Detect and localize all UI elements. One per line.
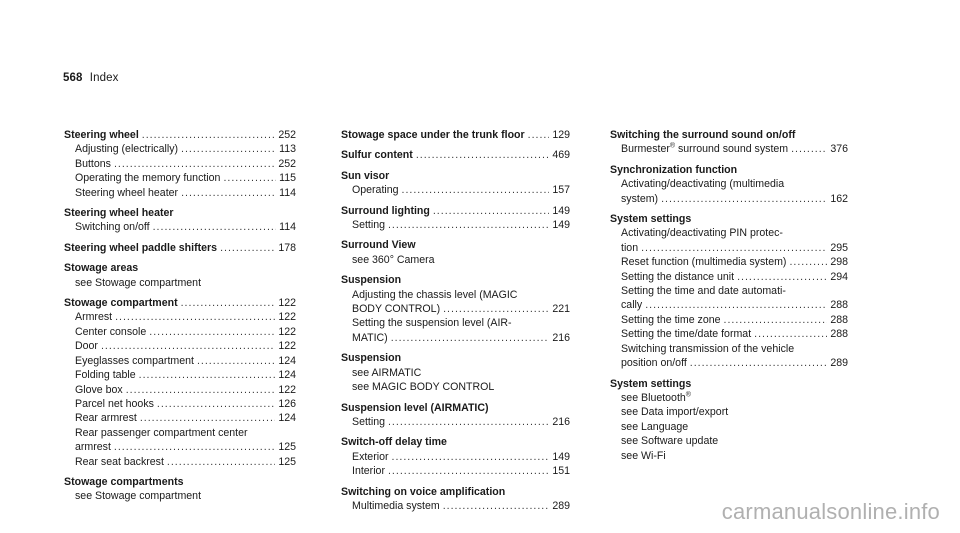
index-heading-row — [64, 296, 296, 310]
dot-leader — [724, 313, 828, 327]
index-heading-row — [64, 241, 296, 255]
subentry-text: Activating/deactivating (multimedia — [621, 178, 785, 191]
dot-leader — [153, 220, 277, 234]
page-reference: 122 — [278, 340, 296, 353]
page-reference: 289 — [552, 499, 570, 512]
index-subentry-row — [64, 325, 296, 339]
subentry-text: Rear passenger compartment center — [75, 426, 248, 439]
dot-leader — [443, 302, 549, 316]
subentry-text-group — [621, 298, 642, 312]
registered-mark: ® — [669, 142, 676, 150]
index-heading: Synchronization function — [610, 163, 738, 176]
index-heading-row — [341, 273, 570, 287]
dot-leader — [139, 368, 276, 382]
index-heading: Suspension — [341, 352, 402, 365]
index-heading: Stowage space under the trunk floor — [341, 129, 525, 141]
index-subentry-row — [64, 397, 296, 411]
page-reference: 122 — [278, 297, 296, 310]
page-reference: 149 — [552, 219, 570, 232]
subentry-text: see Software update — [621, 435, 719, 448]
index-heading-row — [341, 401, 570, 415]
subentry-text-group — [352, 253, 435, 267]
dot-leader — [645, 298, 827, 312]
dot-leader — [661, 192, 827, 206]
subentry-text-group — [75, 220, 150, 234]
index-subentry-row — [64, 171, 296, 185]
index-heading-row — [341, 485, 570, 499]
subentry-text-group — [75, 383, 123, 397]
index-subentry-row — [610, 342, 848, 356]
index-heading: System settings — [610, 213, 692, 226]
index-subentry-row — [610, 298, 848, 312]
index-heading: Suspension level (AIRMATIC) — [341, 401, 489, 414]
page-reference: 122 — [278, 383, 296, 396]
index-subentry-row — [610, 192, 848, 206]
index-subentry-row — [610, 284, 848, 298]
page-reference: 124 — [278, 412, 296, 425]
dot-leader — [115, 310, 275, 324]
dot-leader — [167, 455, 275, 469]
index-subentry-row — [64, 339, 296, 353]
subentry-text: BODY CONTROL) — [352, 303, 441, 316]
subentry-text: see Wi-Fi — [621, 449, 666, 462]
page-reference: 216 — [552, 415, 570, 428]
index-entry — [64, 206, 296, 235]
index-subentry-row — [341, 380, 570, 394]
index-entry — [610, 163, 848, 206]
page-reference: 298 — [830, 256, 848, 269]
subentry-text-group — [352, 316, 512, 330]
subentry-text-continued: surround sound system — [675, 143, 789, 156]
index-heading: Steering wheel heater — [64, 207, 174, 220]
subentry-text: Setting — [352, 219, 385, 232]
index-subentry-row — [610, 434, 848, 448]
dot-leader — [126, 383, 276, 397]
dot-leader — [416, 148, 550, 162]
index-subentry-row — [610, 327, 848, 341]
subentry-text: see AIRMATIC — [352, 366, 422, 379]
index-subentry-row — [341, 464, 570, 478]
subentry-text-group — [352, 450, 389, 464]
index-subentry-row — [610, 270, 848, 284]
page-title: Index — [89, 72, 119, 84]
index-subentry-row — [64, 368, 296, 382]
subentry-text-group — [352, 380, 494, 394]
dot-leader — [392, 450, 550, 464]
subentry-text: tion — [621, 241, 639, 254]
index-entry — [341, 435, 570, 478]
subentry-text-group — [621, 356, 687, 370]
subentry-text: Eyeglasses compartment — [75, 354, 194, 367]
index-heading-row — [64, 128, 296, 142]
dot-leader — [157, 397, 275, 411]
dot-leader — [181, 186, 276, 200]
dot-leader — [789, 255, 827, 269]
index-subentry-row — [341, 366, 570, 380]
index-entry — [610, 128, 848, 157]
subentry-text-group — [352, 331, 388, 345]
index-subentry-row — [341, 316, 570, 330]
index-entry — [341, 148, 570, 162]
page-reference: 294 — [830, 270, 848, 283]
index-subentry-row — [64, 354, 296, 368]
subentry-text-group — [75, 276, 201, 290]
dot-leader — [114, 157, 275, 171]
index-heading-row — [610, 128, 848, 142]
subentry-text: Glove box — [75, 383, 123, 396]
index-subentry-row — [341, 302, 570, 316]
index-heading: Stowage areas — [64, 262, 139, 275]
subentry-text: Adjusting (electrically) — [75, 143, 179, 156]
subentry-text: Adjusting the chassis level (MAGIC — [352, 288, 518, 301]
dot-leader — [391, 331, 550, 345]
index-subentry-row — [64, 383, 296, 397]
dot-leader — [149, 325, 275, 339]
subentry-text: Interior — [352, 465, 385, 478]
dot-leader — [220, 241, 275, 255]
registered-mark: ® — [685, 391, 691, 399]
index-heading-row — [610, 163, 848, 177]
page-reference: 295 — [830, 241, 848, 254]
subentry-text: armrest — [75, 441, 111, 454]
index-subentry-row — [64, 455, 296, 469]
page-reference: 149 — [552, 204, 570, 217]
index-heading: Switch-off delay time — [341, 436, 447, 449]
index-subentry-row — [64, 310, 296, 324]
index-subentry-row — [64, 411, 296, 425]
subentry-text: Armrest — [75, 311, 113, 324]
subentry-text-group — [75, 397, 154, 411]
page-reference: 252 — [278, 129, 296, 141]
subentry-text: Activating/deactivating PIN protec- — [621, 227, 783, 240]
dot-leader — [737, 270, 827, 284]
subentry-text-group — [621, 405, 728, 419]
subentry-text-group — [621, 313, 721, 327]
index-heading-row — [610, 377, 848, 391]
subentry-text: see Data import/export — [621, 406, 729, 419]
watermark: carmanualsonline.info — [721, 499, 940, 524]
page-reference: 178 — [278, 241, 296, 254]
subentry-text: Burmester — [621, 143, 670, 156]
subentry-text-group — [621, 434, 718, 448]
subentry-text: Steering wheel heater — [75, 186, 179, 199]
subentry-text-group — [75, 325, 146, 339]
subentry-text: position on/off — [621, 357, 687, 370]
subentry-text: cally — [621, 299, 643, 312]
dot-leader — [690, 356, 828, 370]
subentry-text: Center console — [75, 325, 147, 338]
subentry-text-group — [75, 426, 248, 440]
subentry-text: Folding table — [75, 369, 136, 382]
page-reference: 376 — [830, 143, 848, 156]
subentry-text-group — [352, 218, 385, 232]
index-heading-row — [341, 148, 570, 162]
subentry-text-group — [352, 415, 385, 429]
subentry-text: see MAGIC BODY CONTROL — [352, 381, 495, 394]
dot-leader — [641, 241, 827, 255]
index-entry — [64, 128, 296, 200]
page-reference: 289 — [830, 357, 848, 370]
index-subentry-row — [610, 255, 848, 269]
index-heading: Stowage compartment — [64, 297, 178, 310]
subentry-text: system) — [621, 192, 659, 205]
subentry-text-group — [75, 339, 98, 353]
index-subentry-row — [610, 226, 848, 240]
subentry-text-group — [621, 284, 786, 298]
index-entry — [64, 241, 296, 255]
page-header — [63, 72, 118, 84]
page-reference: 149 — [552, 450, 570, 463]
index-heading: Surround View — [341, 239, 416, 252]
subentry-text: Reset function (multimedia system) — [621, 256, 787, 269]
subentry-text: Setting the time/date format — [621, 328, 752, 341]
index-heading-row — [341, 128, 570, 142]
index-entry — [610, 377, 848, 463]
dot-leader — [443, 499, 550, 513]
index-heading-row — [64, 475, 296, 489]
index-subentry-row — [341, 288, 570, 302]
subentry-text: Operating the memory function — [75, 172, 221, 185]
dot-leader — [388, 415, 549, 429]
index-heading: Switching on voice amplification — [341, 485, 506, 498]
index-heading-row — [341, 435, 570, 449]
subentry-text: Setting the time zone — [621, 313, 721, 326]
page-reference: 113 — [279, 143, 296, 156]
index-entry — [341, 204, 570, 233]
subentry-text-group — [75, 171, 220, 185]
subentry-text: Switching on/off — [75, 221, 150, 234]
dot-leader — [402, 183, 550, 197]
index-subentry-row — [610, 420, 848, 434]
subentry-text: Multimedia system — [352, 499, 440, 512]
index-heading: Steering wheel paddle shifters — [64, 241, 218, 254]
subentry-text-group — [75, 354, 194, 368]
index-heading-row — [64, 206, 296, 220]
page-reference: 288 — [830, 313, 848, 326]
subentry-text-group — [75, 489, 201, 503]
subentry-text-group — [75, 310, 112, 324]
index-entry — [64, 261, 296, 290]
subentry-text-group — [75, 440, 111, 454]
index-column-3 — [610, 128, 848, 469]
index-column-1 — [64, 128, 296, 510]
index-subentry-row — [64, 426, 296, 440]
subentry-text: Buttons — [75, 157, 111, 170]
index-subentry-row — [64, 220, 296, 234]
index-entry — [341, 128, 570, 142]
index-subentry-row — [610, 391, 848, 405]
dot-leader — [181, 142, 276, 156]
index-subentry-row — [341, 450, 570, 464]
subentry-text-group — [621, 391, 691, 405]
index-heading: Stowage compartments — [64, 475, 184, 488]
page-reference: 115 — [279, 172, 296, 185]
page-reference: 151 — [552, 465, 570, 478]
subentry-text: Exterior — [352, 450, 389, 463]
subentry-text-group — [621, 270, 734, 284]
index-entry — [341, 238, 570, 267]
page-reference: 114 — [279, 186, 296, 199]
subentry-text: see Language — [621, 420, 689, 433]
page-reference: 216 — [552, 331, 570, 344]
dot-leader — [791, 142, 827, 156]
subentry-text-group — [352, 183, 399, 197]
dot-leader — [388, 218, 549, 232]
page-reference: 288 — [830, 299, 848, 312]
index-heading-row — [341, 351, 570, 365]
page-reference: 125 — [278, 455, 296, 468]
index-subentry-row — [341, 331, 570, 345]
index-subentry-row — [610, 313, 848, 327]
index-subentry-row — [341, 183, 570, 197]
dot-leader — [528, 128, 550, 142]
index-subentry-row — [610, 356, 848, 370]
index-entry — [341, 351, 570, 394]
page-reference: 114 — [279, 221, 296, 234]
subentry-text-group — [352, 302, 440, 316]
subentry-text: MATIC) — [352, 331, 388, 344]
page-reference: 469 — [552, 149, 570, 162]
dot-leader — [140, 411, 276, 425]
index-entry — [341, 169, 570, 198]
dot-leader — [114, 440, 275, 454]
index-entry — [341, 401, 570, 430]
page-reference: 129 — [552, 129, 570, 141]
dot-leader — [754, 327, 827, 341]
subentry-text: Rear armrest — [75, 412, 137, 425]
dot-leader — [388, 464, 549, 478]
subentry-text-group — [621, 255, 786, 269]
index-heading-row — [610, 212, 848, 226]
index-subentry-row — [341, 415, 570, 429]
subentry-text-group — [621, 449, 666, 463]
subentry-text-group — [75, 157, 111, 171]
index-heading-row — [64, 261, 296, 275]
subentry-text-group — [352, 464, 385, 478]
index-heading: Steering wheel — [64, 129, 139, 141]
subentry-text: Setting — [352, 415, 385, 428]
index-subentry-row — [64, 489, 296, 503]
subentry-text-group — [621, 241, 638, 255]
page-reference: 162 — [830, 192, 848, 205]
page-reference: 122 — [278, 325, 296, 338]
subentry-text: Rear seat backrest — [75, 455, 164, 468]
page-reference: 252 — [278, 157, 296, 170]
dot-leader — [197, 354, 275, 368]
index-heading: Surround lighting — [341, 204, 430, 217]
index-heading-row — [341, 238, 570, 252]
subentry-text: Operating — [352, 184, 399, 197]
subentry-text: Setting the suspension level (AIR- — [352, 317, 512, 330]
index-entry — [341, 273, 570, 345]
subentry-text-group — [621, 420, 688, 434]
index-subentry-row — [64, 157, 296, 171]
subentry-text-group — [75, 186, 178, 200]
subentry-text-group — [352, 499, 440, 513]
subentry-text-group — [352, 366, 421, 380]
subentry-text: Door — [75, 340, 98, 353]
page-reference: 124 — [278, 369, 296, 382]
subentry-text: Setting the distance unit — [621, 270, 735, 283]
dot-leader — [101, 339, 275, 353]
subentry-text-group — [621, 177, 784, 191]
index-column-2 — [341, 128, 570, 519]
subentry-text-group — [621, 192, 658, 206]
index-subentry-row — [610, 241, 848, 255]
subentry-text-group — [621, 342, 794, 356]
index-heading: Switching the surround sound on/off — [610, 129, 796, 141]
index-subentry-row — [610, 449, 848, 463]
index-subentry-row — [341, 499, 570, 513]
index-subentry-row — [341, 253, 570, 267]
index-subentry-row — [64, 440, 296, 454]
subentry-text-group — [352, 288, 517, 302]
index-heading: Suspension — [341, 274, 402, 287]
index-heading: System settings — [610, 377, 692, 390]
index-subentry-row — [610, 177, 848, 191]
subentry-text-group — [75, 142, 178, 156]
page-number: 568 — [63, 72, 83, 84]
index-subentry-row — [610, 142, 848, 156]
index-heading: Sulfur content — [341, 149, 413, 162]
page-reference: 125 — [278, 441, 296, 454]
dot-leader — [181, 296, 276, 310]
index-subentry-row — [64, 186, 296, 200]
index-heading-row — [341, 169, 570, 183]
dot-leader — [433, 204, 549, 218]
subentry-text-group — [75, 455, 164, 469]
index-entry — [341, 485, 570, 514]
index-entry — [64, 296, 296, 469]
dot-leader — [142, 128, 276, 142]
subentry-text-group — [621, 226, 783, 240]
subentry-text: Setting the time and date automati- — [621, 285, 786, 298]
subentry-text: see Stowage compartment — [75, 276, 202, 289]
index-subentry-row — [341, 218, 570, 232]
index-entry — [64, 475, 296, 504]
subentry-text: see 360° Camera — [352, 253, 435, 266]
index-subentry-row — [64, 142, 296, 156]
index-subentry-row — [610, 405, 848, 419]
subentry-text-group — [621, 142, 788, 156]
index-subentry-row — [64, 276, 296, 290]
index-heading-row — [341, 204, 570, 218]
subentry-text-group — [75, 368, 136, 382]
subentry-text: see Bluetooth — [621, 391, 686, 404]
page-reference: 288 — [830, 328, 848, 341]
page-reference: 122 — [278, 311, 296, 324]
subentry-text-group — [75, 411, 137, 425]
subentry-text: Parcel net hooks — [75, 397, 154, 410]
page-reference: 157 — [552, 184, 570, 197]
subentry-text: Switching transmission of the vehicle — [621, 342, 795, 355]
subentry-text-group — [621, 327, 751, 341]
dot-leader — [223, 171, 276, 185]
subentry-text: see Stowage compartment — [75, 490, 202, 503]
index-entry — [610, 212, 848, 370]
page-reference: 126 — [278, 397, 296, 410]
page-reference: 221 — [552, 303, 570, 316]
index-heading: Sun visor — [341, 169, 390, 182]
page-reference: 124 — [278, 354, 296, 367]
